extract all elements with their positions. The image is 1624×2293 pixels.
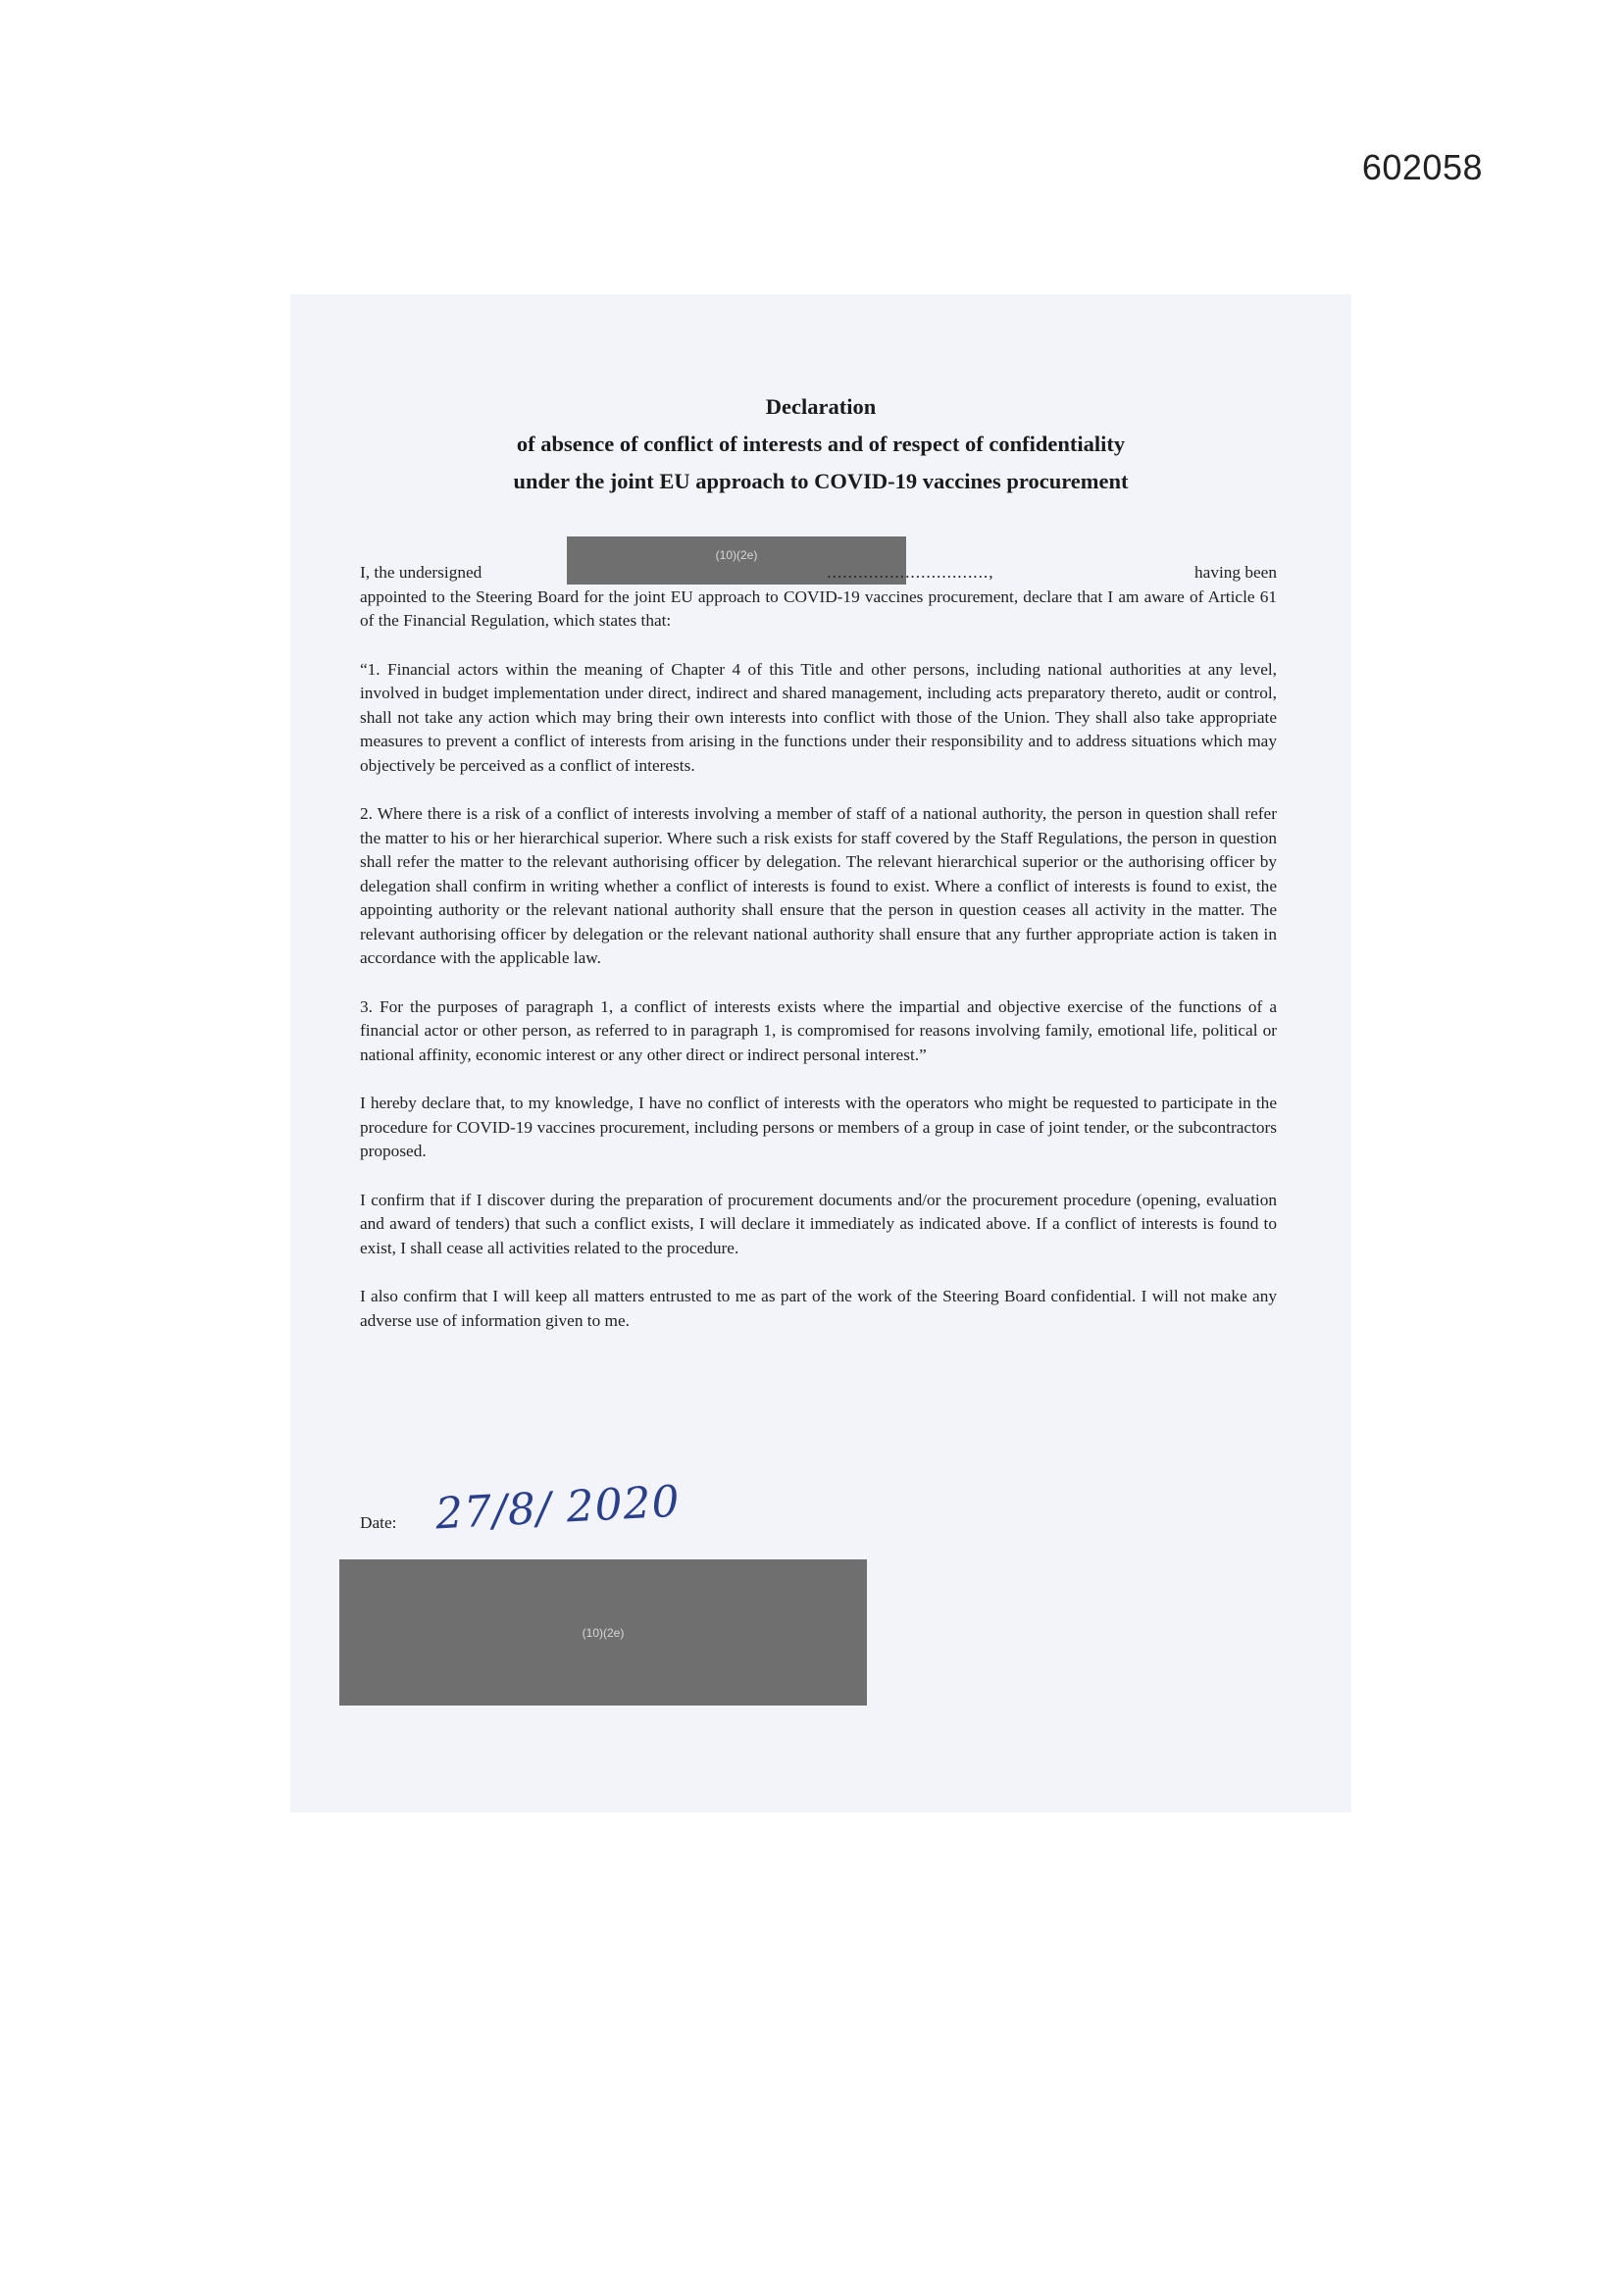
paragraph-confidentiality: I also confirm that I will keep all matters entrusted to me as part of the work of the Steering Board confidential. I will not make any adverse use of information given to me. bbox=[360, 1287, 1277, 1330]
intro-prefix: I, the undersigned bbox=[360, 563, 482, 582]
redaction-label: (10)(2e) bbox=[715, 548, 758, 562]
declaration-heading bbox=[290, 388, 1351, 500]
intro-first-line bbox=[360, 561, 1277, 586]
intro-rest: appointed to the Steering Board for the joint EU approach to COVID-19 vaccines procurement, declare that I am aware of Article 61 of the Financial Regulation, which states that: bbox=[360, 586, 1277, 630]
intro-suffix: having been bbox=[1194, 563, 1277, 582]
scanned-page bbox=[290, 294, 1351, 1812]
heading-subtitle-1: of absence of conflict of interests and of respect of confidentiality bbox=[516, 432, 1126, 456]
paragraph-article-2: 2. Where there is a risk of a conflict of interests involving a member of staff of a national authority, the person in question shall refer the matter to his or her hierarchical superior. Where such a risk exists for staff covered by the Staff Regulations, the person in question shall refer the matter to the relevant authorising officer by delegation. The relevant hierarchical superior or the authorising officer by delegation shall confirm in writing whether a conflict of interests is found to exist. Where a conflict of interests is found to exist, the appointing authority or the relevant national authority shall ensure that the person in question ceases all activity in the matter. The relevant authorising officer by delegation or the relevant national authority shall ensure that any further appropriate action is taken in accordance with the applicable law. bbox=[360, 804, 1277, 967]
handwritten-date: 27/8/ 2020 bbox=[433, 1476, 682, 1540]
paragraph-article-3: 3. For the purposes of paragraph 1, a conflict of interests exists where the impartial and objective exercise of the functions of a financial actor or other person, as referred to in paragraph 1, is compromised for reasons involving family, emotional life, political or national affinity, economic interest or any other direct or indirect personal interest.” bbox=[360, 996, 1277, 1064]
date-label: Date: bbox=[360, 1513, 397, 1532]
paragraph-declaration: I hereby declare that, to my knowledge, I have no conflict of interests with the operators who might be requested to participate in the procedure for COVID-19 vaccines procurement, including persons or members of a group in case of joint tender, or the subcontractors proposed. bbox=[360, 1094, 1277, 1160]
paragraph-article-1: “1. Financial actors within the meaning of Chapter 4 of this Title and other persons, including national authorities at any level, involved in budget implementation under direct, indirect and shared management, including acts preparatory thereto, audit or control, shall not take any action which may bring their own interests into conflict with those of the Union. They shall also take appropriate measures to prevent a conflict of interests from arising in the functions under their responsibility and to address situations which may objectively be perceived as a conflict of interests. bbox=[360, 659, 1277, 775]
heading-subtitle-2: under the joint EU approach to COVID-19 vaccines procurement bbox=[513, 469, 1129, 493]
redaction-label: (10)(2e) bbox=[582, 1625, 625, 1640]
redacted-signature-box bbox=[339, 1559, 867, 1706]
declaration-body bbox=[360, 561, 1277, 1357]
intro-paragraph bbox=[360, 561, 1277, 634]
paragraph-confirmation: I confirm that if I discover during the preparation of procurement documents and/or the procurement procedure (opening, evaluation and award of tenders) that such a conflict exists, I will declare it immediately as indicated above. If a conflict of interests is found to exist, I shall cease all activities related to the procedure. bbox=[360, 1190, 1277, 1257]
intro-dots: ..............................., bbox=[827, 563, 994, 582]
document-id: 602058 bbox=[1361, 147, 1483, 187]
heading-title: Declaration bbox=[765, 394, 877, 419]
